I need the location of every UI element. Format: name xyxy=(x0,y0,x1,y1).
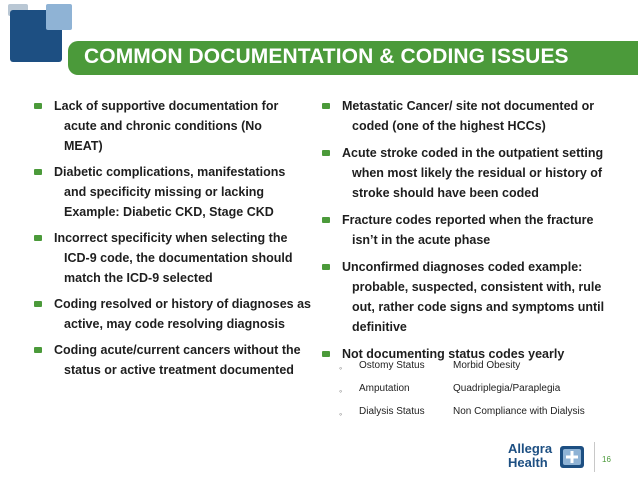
status-row xyxy=(339,358,619,381)
status-code-right: Non Compliance with Dialysis xyxy=(453,406,585,417)
bullet-line: match the ICD-9 selected xyxy=(64,271,213,285)
bullet-marker-icon xyxy=(34,347,42,353)
sub-bullet-icon: ◦ xyxy=(339,363,343,373)
bullet-line: Incorrect specificity when selecting the xyxy=(54,231,288,245)
status-code-left: Ostomy Status xyxy=(359,360,425,371)
status-code-right: Morbid Obesity xyxy=(453,360,521,371)
bullet-line: Diabetic complications, manifestations xyxy=(54,165,286,179)
bullet-line: and specificity missing or lacking xyxy=(64,185,265,199)
bullet-line: acute and chronic conditions (No xyxy=(64,119,262,133)
bullet-line: Lack of supportive documentation for xyxy=(54,99,279,113)
bullet-marker-icon xyxy=(322,150,330,156)
bullet-marker-icon xyxy=(322,103,330,109)
bullet-line: Example: Diabetic CKD, Stage CKD xyxy=(64,205,274,219)
bullet-item xyxy=(34,294,314,334)
bullet-line: status or active treatment documented xyxy=(64,363,294,377)
status-code-left: Dialysis Status xyxy=(359,406,425,417)
bullet-line: MEAT) xyxy=(64,139,103,153)
logo-text xyxy=(508,442,552,470)
sub-bullet-icon: ◦ xyxy=(339,409,343,419)
bullet-marker-icon xyxy=(34,301,42,307)
bullet-marker-icon xyxy=(34,103,42,109)
left-bullet-list xyxy=(34,96,314,386)
bullet-line: definitive xyxy=(352,320,407,334)
page-number: 16 xyxy=(602,455,611,464)
bullet-line: Fracture codes reported when the fracture xyxy=(342,213,594,227)
bullet-item xyxy=(34,340,314,380)
bullet-item xyxy=(34,228,314,288)
slide-title: COMMON DOCUMENTATION & CODING ISSUES xyxy=(84,45,569,68)
logo-line-2: Health xyxy=(508,455,548,470)
decor-square-blue xyxy=(46,4,72,30)
bullet-line: isn’t in the acute phase xyxy=(352,233,491,247)
status-codes-list xyxy=(339,358,619,427)
logo-line-1: Allegra xyxy=(508,441,553,456)
bullet-line: Coding resolved or history of diagnoses as xyxy=(54,297,311,311)
bullet-line: coded (one of the highest HCCs) xyxy=(352,119,546,133)
bullet-line: out, rather code signs and symptoms until xyxy=(352,300,605,314)
bullet-line: Not documenting status codes yearly xyxy=(342,347,565,361)
bullet-marker-icon xyxy=(322,217,330,223)
bullet-item xyxy=(322,143,622,203)
bullet-line: Acute stroke coded in the outpatient setting xyxy=(342,146,604,160)
bullet-line: Metastatic Cancer/ site not documented or xyxy=(342,99,595,113)
bullet-line: stroke should have been coded xyxy=(352,186,539,200)
bullet-marker-icon xyxy=(322,264,330,270)
bullet-marker-icon xyxy=(322,351,330,357)
bullet-item xyxy=(322,210,622,250)
bullet-item xyxy=(34,162,314,222)
bullet-line: Unconfirmed diagnoses coded example: xyxy=(342,260,583,274)
right-bullet-list xyxy=(322,96,622,371)
footer-divider xyxy=(594,442,595,472)
status-code-right: Quadriplegia/Paraplegia xyxy=(453,383,561,394)
bullet-item xyxy=(34,96,314,156)
allegra-health-logo xyxy=(508,442,590,474)
logo-mark-icon xyxy=(560,446,584,468)
bullet-line: ICD-9 code, the documentation should xyxy=(64,251,293,265)
bullet-item xyxy=(322,257,622,337)
bullet-line: probable, suspected, consistent with, rule xyxy=(352,280,602,294)
status-code-left: Amputation xyxy=(359,383,410,394)
status-row xyxy=(339,404,619,427)
bullet-marker-icon xyxy=(34,169,42,175)
bullet-item xyxy=(322,96,622,136)
status-row xyxy=(339,381,619,404)
bullet-line: Coding acute/current cancers without the xyxy=(54,343,301,357)
bullet-marker-icon xyxy=(34,235,42,241)
sub-bullet-icon: ◦ xyxy=(339,386,343,396)
bullet-line: active, may code resolving diagnosis xyxy=(64,317,285,331)
title-bar xyxy=(68,41,638,75)
bullet-line: when most likely the residual or history of xyxy=(352,166,603,180)
